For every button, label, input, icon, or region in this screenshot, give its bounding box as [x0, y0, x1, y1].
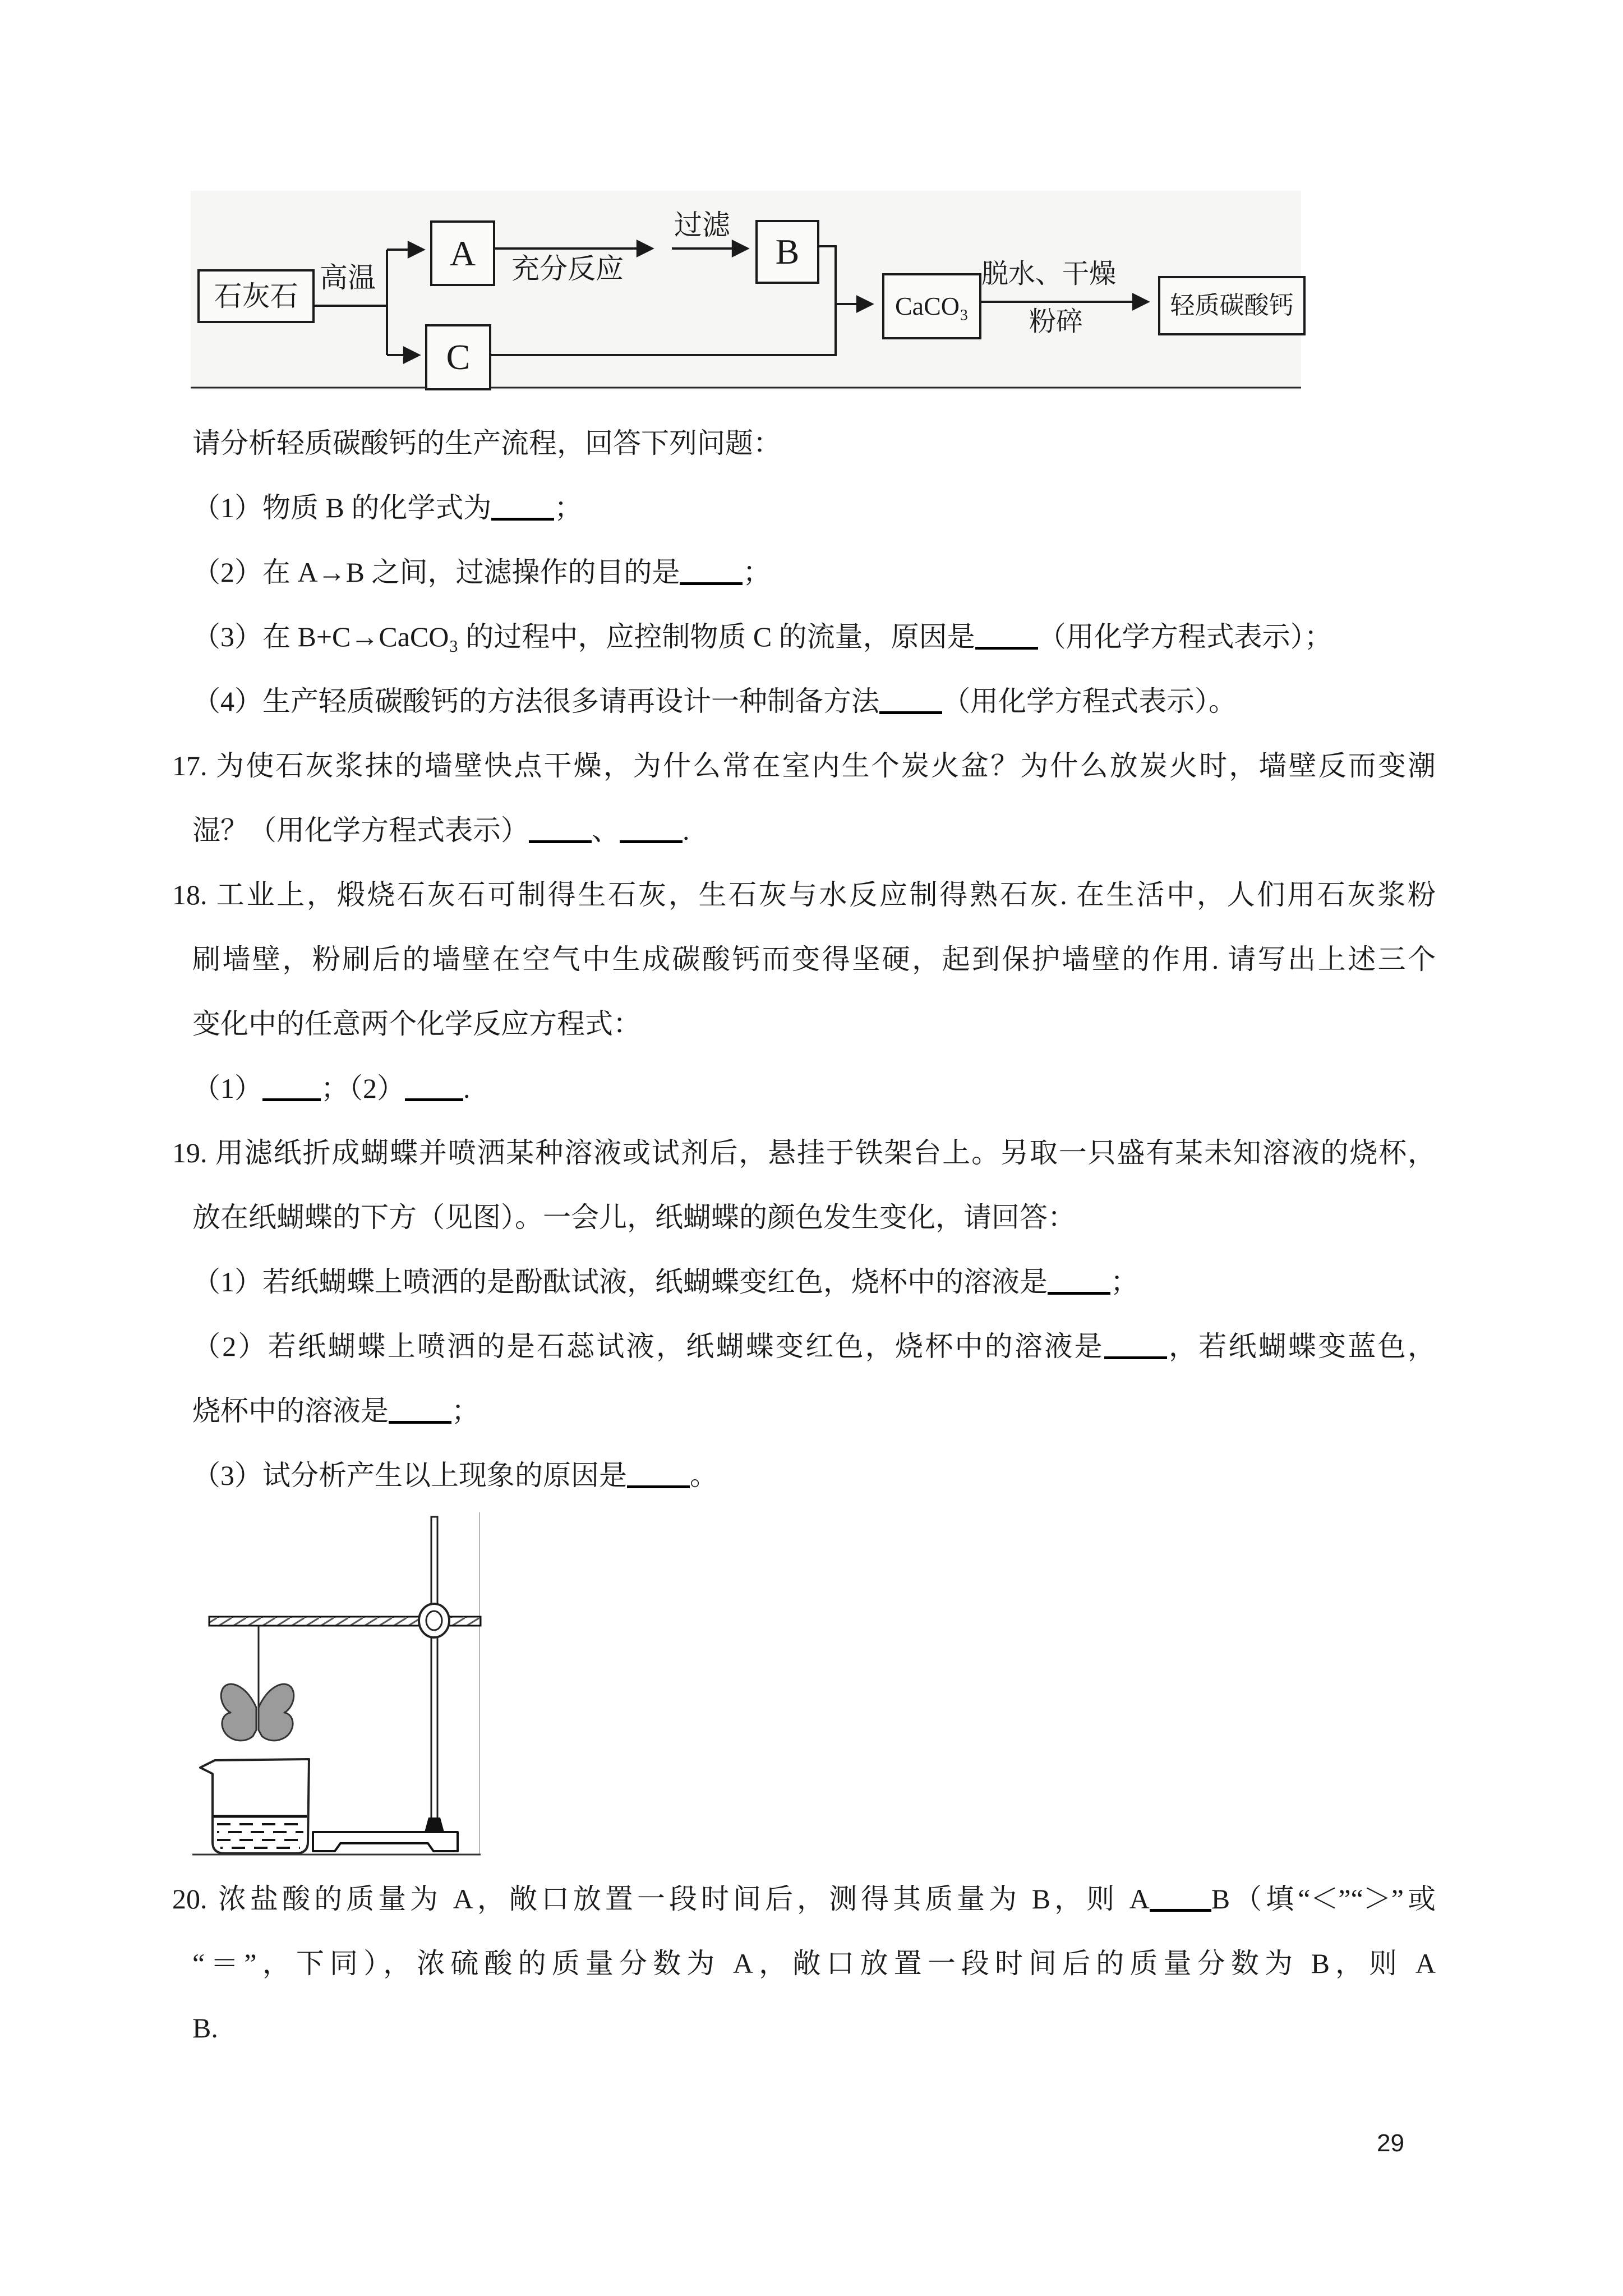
text-run: 刷墙壁，粉刷后的墙壁在空气中生成碳酸钙而变得坚硬，起到保护墙壁的作用. 请写出上述三个 — [192, 944, 1436, 975]
text-run: （1）物质 B 的化学式为 — [192, 492, 492, 523]
answer-blank — [1150, 1889, 1211, 1912]
answer-blank — [620, 820, 683, 843]
rod-collar — [425, 1818, 444, 1832]
answer-blank — [975, 627, 1038, 650]
beaker-liquid — [214, 1816, 307, 1848]
node-c: C — [425, 324, 491, 390]
text-run: . — [463, 1073, 471, 1104]
text-run: . — [683, 815, 690, 846]
answer-blank — [262, 1078, 321, 1101]
text-run: ；（2） — [321, 1073, 405, 1104]
text-line — [172, 1185, 1436, 1250]
text-run: 烧杯中的溶液是 — [192, 1395, 389, 1427]
answer-blank — [1048, 1272, 1110, 1295]
text-line — [172, 1931, 1436, 1996]
page-number: 29 — [1377, 2129, 1404, 2157]
text-run: 湿？（用化学方程式表示） — [192, 815, 529, 846]
text-line — [172, 992, 1436, 1056]
text-run: 。 — [690, 1460, 718, 1491]
stand-base — [313, 1832, 458, 1851]
text-line — [172, 1314, 1436, 1379]
text-line — [172, 798, 1436, 863]
text-run: 变化中的任意两个化学反应方程式： — [192, 1008, 641, 1039]
answer-blank — [491, 498, 554, 521]
text-run: （4）生产轻质碳酸钙的方法很多请再设计一种制备方法 — [192, 685, 879, 717]
text-run: （用化学方程式表示）； — [1038, 621, 1332, 652]
text-line — [172, 669, 1436, 734]
paper-butterfly — [221, 1684, 294, 1741]
text-run: “＝”，下同），浓硫酸的质量分数为 A，敞口放置一段时间后的质量分数为 B，则 A — [192, 1948, 1436, 1979]
text-line — [172, 540, 1436, 605]
text-run: 20. 浓盐酸的质量为 A，敞口放置一段时间后，测得其质量为 B，则 A — [172, 1883, 1150, 1915]
answer-blank — [879, 691, 942, 714]
questions-text-lower — [172, 1867, 1436, 2060]
answer-blank — [405, 1078, 463, 1101]
text-line — [172, 1121, 1436, 1185]
process-flowchart — [191, 191, 1301, 390]
node-limestone: 石灰石 — [197, 269, 315, 323]
text-line — [172, 411, 1436, 476]
answer-blank — [1104, 1336, 1167, 1359]
text-line — [172, 1996, 1436, 2060]
text-line — [172, 863, 1436, 927]
text-line — [172, 1867, 1436, 1931]
text-line — [172, 734, 1436, 798]
text-line — [172, 476, 1436, 540]
text-run: 放在纸蝴蝶的下方（见图）。一会儿，纸蝴蝶的颜色发生变化，请回答： — [192, 1202, 1076, 1233]
text-run: ； — [1110, 1266, 1138, 1297]
text-run: 请分析轻质碳酸钙的生产流程，回答下列问题： — [192, 427, 781, 459]
text-line — [172, 1443, 1436, 1508]
text-run: 18. 工业上，煅烧石灰石可制得生石灰，生石灰与水反应制得熟石灰. 在生活中，人们用石灰浆粉 — [172, 879, 1436, 910]
edge-label-full-reaction: 充分反应 — [511, 253, 624, 284]
edge-label-filter: 过滤 — [674, 209, 730, 241]
answer-blank — [389, 1401, 451, 1424]
answer-blank — [529, 820, 592, 843]
text-line — [172, 1379, 1436, 1443]
answer-blank — [680, 562, 743, 585]
answer-blank — [627, 1465, 690, 1488]
edge-label-dehydrate-dry: 脱水、干燥 — [981, 259, 1117, 289]
apparatus-diagram — [188, 1510, 485, 1859]
text-line — [172, 927, 1436, 992]
text-run: （2）在 A→B 之间，过滤操作的目的是 — [192, 556, 680, 588]
text-run: （2）若纸蝴蝶上喷洒的是石蕊试液，纸蝴蝶变红色，烧杯中的溶液是 — [192, 1331, 1104, 1362]
stand-clamp — [419, 1604, 449, 1637]
edge-label-crush: 粉碎 — [1029, 307, 1083, 337]
node-a: A — [430, 220, 495, 286]
edge-label-high-temperature: 高温 — [320, 262, 376, 293]
text-run: （3）在 B+C→CaCO₃ 的过程中，应控制物质 C 的流量，原因是 — [192, 621, 975, 652]
text-run: ，若纸蝴蝶变蓝色， — [1166, 1331, 1436, 1362]
text-run: 17. 为使石灰浆抹的墙壁快点干燥，为什么常在室内生个炭火盆？为什么放炭火时，墙壁反而变潮 — [172, 750, 1436, 781]
text-run: ； — [451, 1395, 479, 1427]
text-line — [172, 605, 1436, 669]
text-run: （1）若纸蝴蝶上喷洒的是酚酞试液，纸蝴蝶变红色，烧杯中的溶液是 — [192, 1266, 1048, 1297]
text-run: 19. 用滤纸折成蝴蝶并喷洒某种溶液或试剂后，悬挂于铁架台上。另取一只盛有某未知溶液的烧杯， — [172, 1137, 1436, 1168]
stand-rod — [431, 1517, 437, 1832]
text-line — [172, 1250, 1436, 1314]
text-run: （1） — [192, 1073, 262, 1104]
text-run: ； — [554, 492, 583, 523]
text-run: ； — [743, 556, 771, 588]
text-line — [172, 1056, 1436, 1121]
questions-text-upper — [172, 411, 1436, 1508]
node-b: B — [755, 220, 819, 284]
text-run: 、 — [592, 815, 620, 846]
text-run: （3）试分析产生以上现象的原因是 — [192, 1460, 627, 1491]
node-light-calcium-carbonate: 轻质碳酸钙 — [1158, 276, 1306, 335]
node-caco3: CaCO₃ — [882, 273, 981, 339]
text-run: （用化学方程式表示）。 — [942, 685, 1237, 717]
text-run: B（填“＜”“＞”或 — [1211, 1883, 1436, 1915]
text-run: B. — [192, 2012, 218, 2044]
